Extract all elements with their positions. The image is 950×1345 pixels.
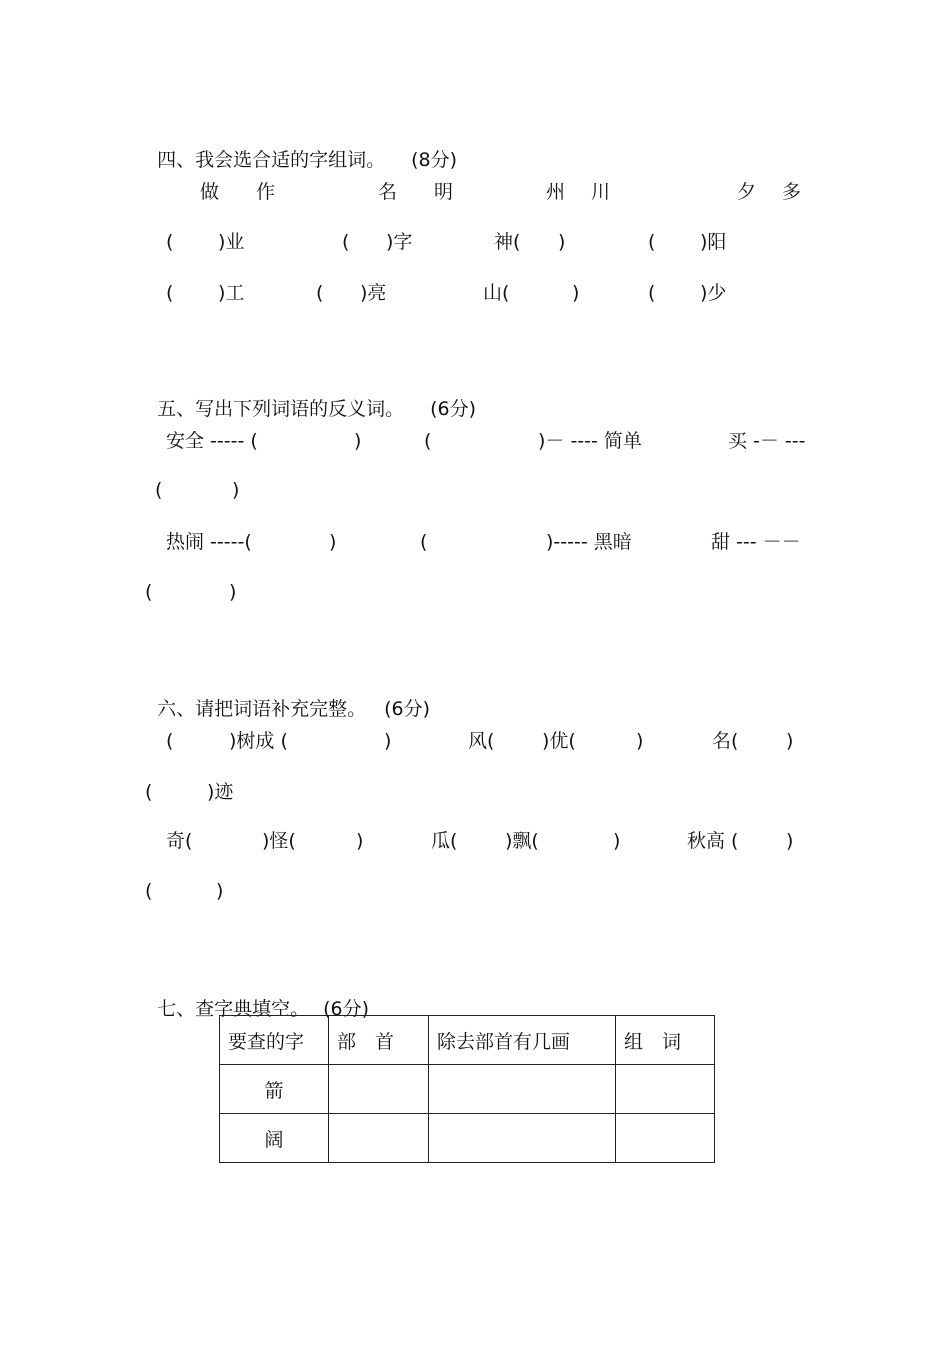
header-cell: 要查的字 xyxy=(220,1016,329,1065)
paren-close: ) xyxy=(384,730,392,752)
q6-item: 奇( xyxy=(166,830,193,852)
paren-open: ( xyxy=(166,282,174,304)
table-header-row xyxy=(220,1016,715,1065)
paren-close: ) xyxy=(354,430,362,452)
q4-blank-word: )少 xyxy=(700,282,727,304)
char-cell: 阔 xyxy=(220,1114,329,1163)
q5-item: )----- 黑暗 xyxy=(546,531,632,553)
dictionary-table xyxy=(219,1015,715,1163)
q4-char: 明 xyxy=(434,181,454,203)
q4-title: 四、我会选合适的字组词。 (8分) xyxy=(157,149,458,171)
paren-open: ( xyxy=(420,531,428,553)
q4-char: 名 xyxy=(378,181,398,203)
header-cell: 组 词 xyxy=(616,1016,715,1065)
q4-blank-word: )工 xyxy=(218,282,245,304)
paren-open: ( xyxy=(145,781,153,803)
q4-blank-word: )业 xyxy=(218,231,245,253)
answer-cell[interactable] xyxy=(616,1114,715,1163)
header-cell: 除去部首有几画 xyxy=(429,1016,616,1065)
paren-open: ( xyxy=(145,581,153,603)
q6-item: )优( xyxy=(542,730,576,752)
paren-close: ) xyxy=(613,830,621,852)
paren-open: ( xyxy=(166,231,174,253)
q4-blank-word: 神( xyxy=(494,231,521,253)
q6-item: )怪( xyxy=(262,830,296,852)
paren-open: ( xyxy=(316,282,324,304)
paren-close: ) xyxy=(232,479,240,501)
q4-char: 多 xyxy=(782,181,802,203)
q5-item: 热闹 -----( xyxy=(166,531,252,553)
table-row xyxy=(220,1114,715,1163)
q4-char: 夕 xyxy=(737,181,757,203)
paren-close: ) xyxy=(329,531,337,553)
paren-close: ) xyxy=(558,231,566,253)
q5-item: )－ ---- 简单 xyxy=(538,430,642,452)
answer-cell[interactable] xyxy=(329,1114,429,1163)
paren-open: ( xyxy=(166,730,174,752)
paren-open: ( xyxy=(424,430,432,452)
q6-item: )树成 ( xyxy=(229,730,288,752)
q4-char: 州 xyxy=(546,181,566,203)
paren-close: ) xyxy=(636,730,644,752)
answer-cell[interactable] xyxy=(429,1114,616,1163)
paren-open: ( xyxy=(155,479,163,501)
q6-item: 风( xyxy=(468,730,495,752)
paren-close: ) xyxy=(216,880,224,902)
header-cell: 部 首 xyxy=(329,1016,429,1065)
paren-open: ( xyxy=(648,282,656,304)
q5-title: 五、写出下列词语的反义词。 (6分) xyxy=(157,398,477,420)
answer-cell[interactable] xyxy=(329,1065,429,1114)
q6-item: )迹 xyxy=(207,781,234,803)
q4-blank-word: 山( xyxy=(483,282,510,304)
q6-item: )飘( xyxy=(505,830,539,852)
q4-char: 作 xyxy=(256,181,276,203)
q6-title: 六、请把词语补充完整。 (6分) xyxy=(157,698,431,720)
paren-open: ( xyxy=(145,880,153,902)
paren-close: ) xyxy=(356,830,364,852)
q6-item: 秋高 ( xyxy=(687,830,739,852)
q4-char: 做 xyxy=(200,181,220,203)
paren-open: ( xyxy=(342,231,350,253)
paren-close: ) xyxy=(786,730,794,752)
answer-cell[interactable] xyxy=(429,1065,616,1114)
q6-item: 瓜( xyxy=(431,830,458,852)
q4-blank-word: )亮 xyxy=(360,282,387,304)
char-cell: 箭 xyxy=(220,1065,329,1114)
paren-close: ) xyxy=(786,830,794,852)
q4-blank-word: )阳 xyxy=(700,231,727,253)
table-row xyxy=(220,1065,715,1114)
paren-open: ( xyxy=(648,231,656,253)
paren-close: ) xyxy=(229,581,237,603)
q5-item: 甜 --- －－ xyxy=(711,531,801,553)
q6-item: 名( xyxy=(712,730,739,752)
q4-blank-word: )字 xyxy=(386,231,413,253)
q5-item: 安全 ----- ( xyxy=(166,430,258,452)
q7-title: 七、查字典填空。 (6分) xyxy=(157,998,370,1020)
answer-cell[interactable] xyxy=(616,1065,715,1114)
q4-char: 川 xyxy=(591,181,611,203)
q5-item: 买 -－ --- xyxy=(728,430,806,452)
paren-close: ) xyxy=(572,282,580,304)
